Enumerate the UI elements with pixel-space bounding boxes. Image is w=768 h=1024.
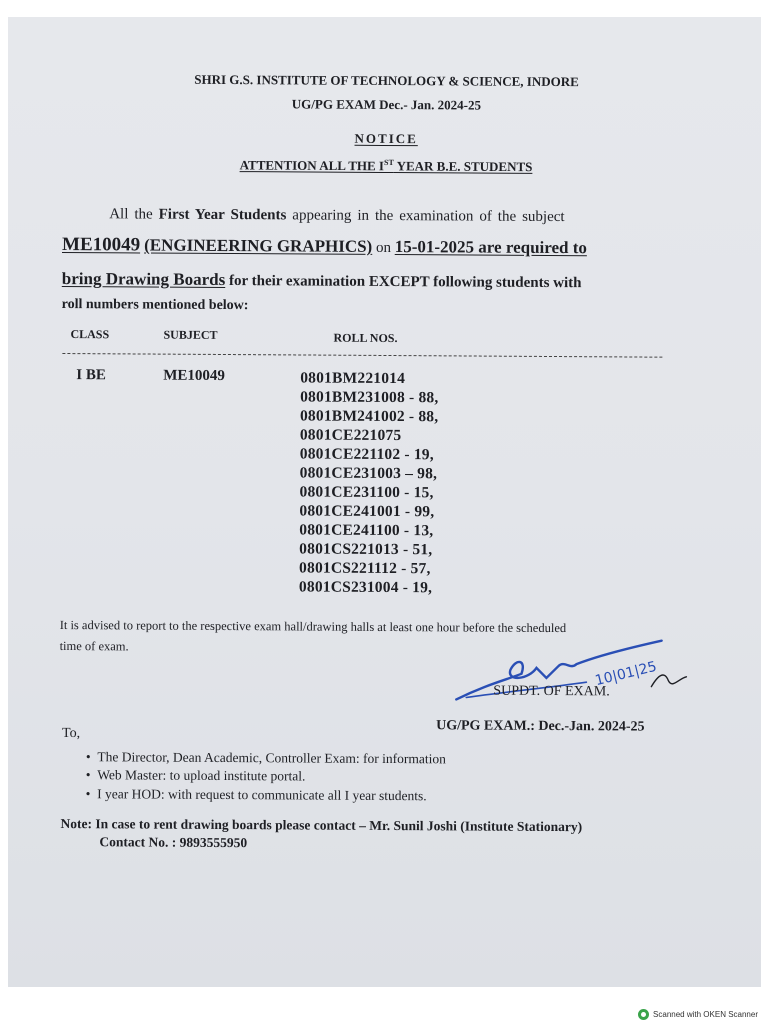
subject-code: ME10049: [61, 234, 141, 256]
intro-line-1: [109, 206, 564, 226]
scanned-page: [8, 17, 761, 987]
roll-number: 0801CE231003 – 98,: [299, 464, 438, 483]
roll-number: 0801CE221075: [299, 426, 402, 445]
roll-number: 0801BM231008 - 88,: [300, 388, 439, 407]
intro-text: on: [372, 239, 395, 257]
bullet-icon: •: [85, 749, 98, 765]
recipient-text: Web Master: to upload institute portal.: [97, 767, 306, 784]
attention-sup: ST: [384, 157, 394, 168]
recipient-item: [86, 767, 306, 784]
roll-number: 0801BM241002 - 88,: [299, 407, 439, 426]
note-line-2: Contact No. : 9893555950: [99, 834, 248, 851]
roll-number: 0801CS231004 - 19,: [298, 578, 433, 597]
exam-session: UG/PG EXAM Dec.- Jan. 2024-25: [291, 96, 482, 113]
intro-text: All the: [109, 206, 159, 223]
roll-number: 0801BM221014: [300, 369, 406, 388]
class-value: I BE: [76, 367, 106, 384]
header-roll-nos: ROLL NOS.: [333, 330, 398, 346]
intro-line-2: [62, 234, 587, 259]
recipient-item: [86, 786, 427, 804]
to-label: To,: [62, 726, 81, 742]
recipient-text: The Director, Dean Academic, Controller Exam: for information: [97, 749, 446, 767]
attention-heading: [9, 156, 761, 177]
drawing-boards: bring Drawing Boards: [61, 269, 226, 290]
recipient-item: [86, 749, 446, 767]
intro-bold: First Year Students: [158, 206, 287, 224]
signature-exam: UG/PG EXAM.: Dec.-Jan. 2024-25: [436, 718, 645, 735]
intro-text: appearing in the examination of the subject: [286, 207, 565, 226]
roll-number: 0801CE231100 - 15,: [299, 483, 434, 502]
subject-name: (ENGINEERING GRAPHICS): [144, 235, 373, 256]
roll-number: 0801CE241100 - 13,: [299, 521, 434, 540]
note-line-1: Note: In case to rent drawing boards please contact – Mr. Sunil Joshi (Institute Stationary): [60, 816, 583, 835]
exam-date: 15-01-2025 are required to: [394, 237, 587, 258]
scanner-logo-icon: [638, 1009, 649, 1020]
attention-pre: ATTENTION ALL THE I: [239, 157, 385, 174]
page-content: [8, 17, 761, 987]
roll-number: 0801CS221013 - 51,: [299, 540, 433, 559]
attention-post: YEAR B.E. STUDENTS: [393, 158, 533, 175]
scanner-watermark: [638, 1009, 758, 1020]
bullet-icon: •: [85, 767, 98, 783]
header-class: CLASS: [70, 327, 110, 342]
scanner-text: Scanned with OKEN Scanner: [653, 1010, 758, 1019]
supdt-title: SUPDT. OF EXAM.: [493, 683, 610, 700]
bullet-icon: •: [85, 786, 98, 802]
signature-date: 10|01|25: [593, 658, 659, 690]
intro-line-4: roll numbers mentioned below:: [61, 297, 249, 314]
advice-line-2: time of exam.: [59, 638, 129, 654]
header-subject: SUBJECT: [163, 327, 218, 342]
subject-value: ME10049: [163, 367, 225, 385]
intro-text: for their examination EXCEPT following students with: [225, 273, 582, 292]
institute-name: SHRI G.S. INSTITUTE OF TECHNOLOGY & SCIENCE, INDORE: [194, 71, 579, 90]
notice-heading: NOTICE: [354, 130, 418, 147]
roll-number: 0801CS221112 - 57,: [299, 559, 431, 578]
intro-line-3: [62, 269, 582, 292]
roll-number: 0801CE241001 - 99,: [299, 502, 435, 521]
roll-number: 0801CE221102 - 19,: [299, 445, 434, 464]
recipient-text: I year HOD: with request to communicate all I year students.: [97, 786, 427, 804]
table-divider: [62, 353, 662, 358]
advice-line-1: It is advised to report to the respective exam hall/drawing halls at least one hour before the scheduled: [59, 617, 567, 636]
